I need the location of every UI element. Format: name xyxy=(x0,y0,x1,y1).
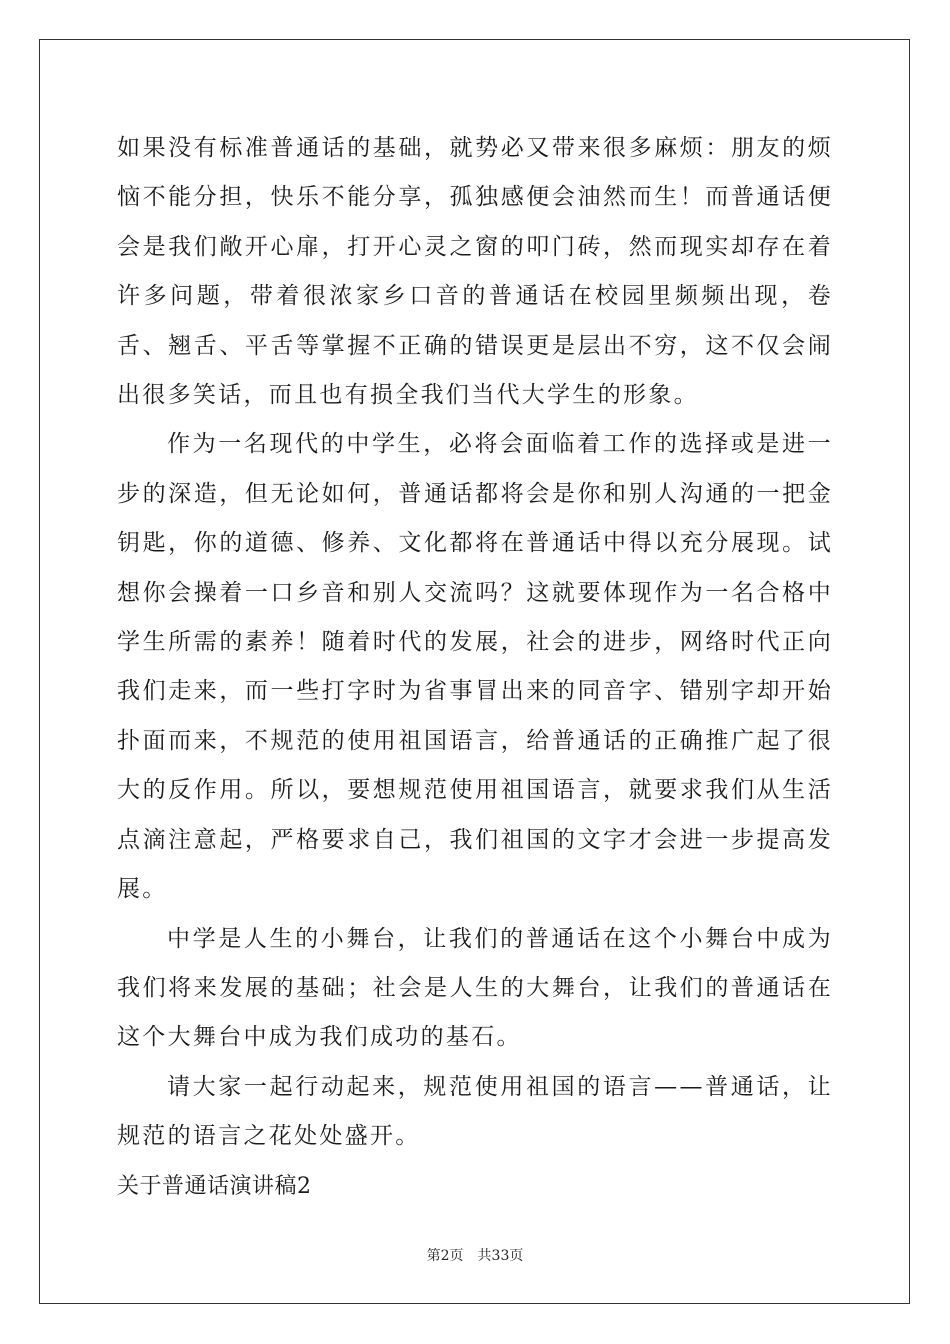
document-body xyxy=(117,124,833,1211)
page-number-footer: 第2页 共33页 xyxy=(426,1248,524,1264)
section-heading: 关于普通话演讲稿2 xyxy=(117,1173,312,1199)
paragraph-4: 请大家一起行动起来，规范使用祖国的语言——普通话，让规范的语言之花处处盛开。 xyxy=(117,1073,833,1150)
paragraph-1: 如果没有标准普通话的基础，就势必又带来很多麻烦：朋友的烦恼不能分担，快乐不能分享，孤独感便会油然而生！而普通话便会是我们敞开心扉，打开心灵之窗的叩门砖，然而现实却存在着许多问题，带着很浓家乡口音的普通话在校园里频频出现，卷舌、翘舌、平舌等掌握不正确的错误更是层出不穷，这不仅会闹出很多笑话，而且也有损全我们当代大学生的形象。 xyxy=(117,135,833,409)
paragraph-3: 中学是人生的小舞台，让我们的普通话在这个小舞台中成为我们将来发展的基础；社会是人生的大舞台，让我们的普通话在这个大舞台中成为我们成功的基石。 xyxy=(117,925,833,1051)
paragraph-2: 作为一名现代的中学生，必将会面临着工作的选择或是进一步的深造，但无论如何，普通话都将会是你和别人沟通的一把金钥匙，你的道德、修养、文化都将在普通话中得以充分展现。试想你会操着一口乡音和别人交流吗？这就要体现作为一名合格中学生所需的素养！随着时代的发展，社会的进步，网络时代正向我们走来，而一些打字时为省事冒出来的同音字、错别字却开始扑面而来，不规范的使用祖国语言，给普通话的正确推广起了很大的反作用。所以，要想规范使用祖国语言，就要求我们从生活点滴注意起，严格要求自己，我们祖国的文字才会进一步提高发展。 xyxy=(117,431,833,903)
